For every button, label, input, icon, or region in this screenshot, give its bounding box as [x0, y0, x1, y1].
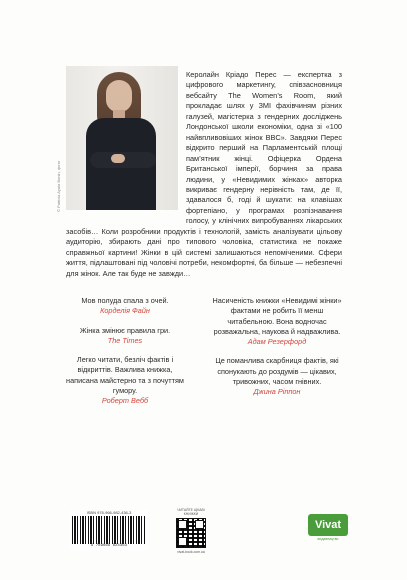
qr-caption-top: ЧИТАЙТЕ ЦІКАВІ КНИЖКИ: [177, 508, 205, 516]
qr-finder-icon: [195, 520, 204, 529]
review-author: The Times: [107, 335, 143, 345]
review-author: Адам Резерфорд: [247, 337, 307, 347]
barcode: [70, 510, 148, 550]
barcode-digits: 9 789669 824363: [90, 544, 127, 548]
photo-spacer: [66, 70, 186, 218]
qr-finder-icon: [178, 537, 187, 546]
vivat-logo-mark: Vivat: [308, 514, 348, 536]
qr-block: [174, 508, 208, 554]
isbn-text: ISBN 978-966-982-436-3: [86, 510, 132, 515]
review-author: Роберт Вебб: [101, 396, 149, 406]
review-quote: Мов полуда спала з очей.: [81, 296, 169, 305]
review-author: Корделія Файн: [100, 306, 150, 316]
qr-finder-icon: [178, 520, 187, 529]
qr-caption-bottom: vivat-book.com.ua: [177, 550, 205, 554]
publisher-logo: [308, 514, 348, 548]
bio-text: Керолайн Кріадо Перес — експертка з цифрового маркетингу, співзасновниця вебсайту The Women’s Room, який прокладає шлях у ЗМІ фахівчиням різних галузей, магістерка з гендерних досліджень Лондонської школи економіки, одна зі «100 найвпливовіших жінок BBC». Завдяки Перес відкрито перший на Парламентській площі пам’ятник жінці. Офіцерка Ордена Британської імперії, борчиня за права людини, у «Невидимих жінках» авторка викриває гендерну нерівність там, де її, здавалося б, годі й шукати: на клавішах фортепіано, у програмах розпізнавання голосу, у клінічних випробуваннях лікарських засобів… Коли розробники продуктів і технологій, замість аналізувати цільову аудиторію, збирають дані про типового чоловіка, статистика не покаже справжньої картини! Жінки в цій системі залишаються непоміченими. Сфери життя, підлаштовані під чоловічі потреби, некомфортні, ба більше — небезпечні для жінок. Але так буде не завжди…: [66, 70, 342, 278]
reviews-right-column: [212, 296, 342, 407]
review-author: Джина Ріппон: [253, 387, 301, 397]
vivat-logo-sub: видавництво: [317, 537, 339, 541]
review-quote: Легко читати, безліч фактів і відкриттів. Важлива книжка, написана майстерно та з почуттям гумору.: [66, 355, 184, 396]
photo-credit: © Patricia Ayala Bonin, фото: [56, 160, 61, 212]
review-quote: Насиченість книжки «Невидимі жінки» фактами не робить її менш читабельною. Вона водночас розважальна, наукова й надважлива.: [212, 296, 342, 336]
reviews-left-column: [66, 296, 184, 416]
review-quote: Жінка змінює правила гри.: [79, 325, 171, 335]
review-quote: Це поманлива скарбниця фактів, які спонукають до роздумів — цікавих, тривожних, часом гнівних.: [215, 356, 339, 387]
barcode-bars: [72, 516, 146, 544]
author-bio: [66, 70, 342, 279]
qr-code-icon: [176, 518, 206, 548]
